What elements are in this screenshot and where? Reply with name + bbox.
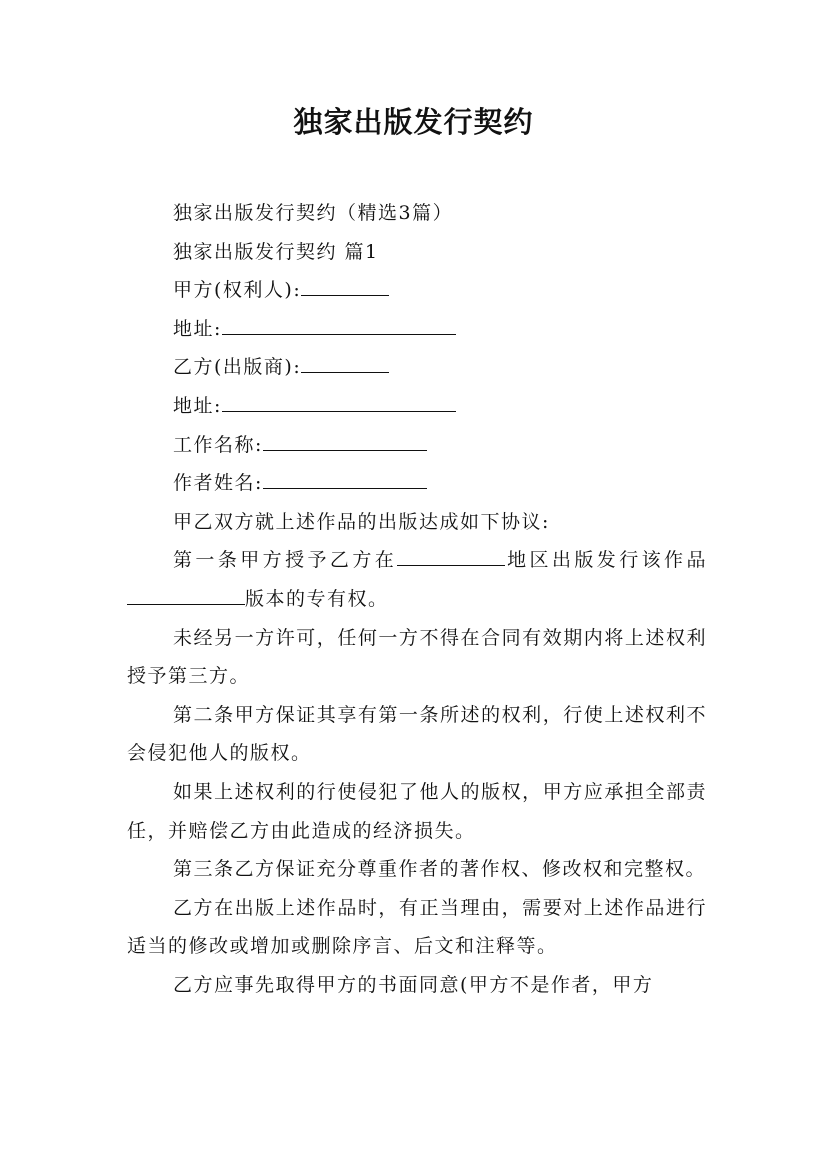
address-a-label: 地址: [173,317,222,340]
paragraph-no-transfer: 未经另一方许可，任何一方不得在合同有效期内将上述权利授予第三方。 [127,626,707,688]
party-b-blank [301,354,389,373]
address-a-field [127,310,707,349]
work-name-field [127,426,707,465]
clause-1-part3: 版本的专有权。 [245,587,389,610]
address-b-label: 地址: [173,394,222,417]
clause-1-paragraph [127,541,707,618]
clause-1-part2: 地区出版发行该作品 [505,549,707,572]
author-name-label: 作者姓名: [173,472,263,495]
party-a-blank [301,277,389,296]
author-name-blank [263,470,427,489]
party-b-label: 乙方(出版商): [173,356,302,379]
paragraph-infringement: 如果上述权利的行使侵犯了他人的版权，甲方应承担全部责任，并赔偿乙方由此造成的经济损失。 [127,780,707,842]
subtitle-line: 独家出版发行契约（精选3篇） [173,202,454,224]
author-name-field [127,464,707,503]
paragraph-written-consent: 乙方应事先取得甲方的书面同意(甲方不是作者，甲方 [173,973,654,996]
document-body [127,194,707,1004]
section-heading: 独家出版发行契约 篇1 [173,240,379,263]
paragraph-clause-3: 第三条乙方保证充分尊重作者的著作权、修改权和完整权。 [173,858,707,881]
address-a-blank [222,316,456,335]
clause-1-part1: 第一条甲方授予乙方在 [173,549,398,572]
address-b-blank [222,393,456,412]
party-a-field [127,271,707,310]
region-blank [397,547,505,566]
edition-blank [127,586,245,605]
party-b-field [127,348,707,387]
party-a-label: 甲方(权利人): [173,279,302,302]
work-name-label: 工作名称: [173,433,263,456]
address-b-field [127,387,707,426]
document-title: 独家出版发行契约 [293,105,534,139]
paragraph-modification: 乙方在出版上述作品时，有正当理由，需要对上述作品进行适当的修改或增加或删除序言、后文和注释等。 [127,896,707,958]
work-name-blank [263,432,427,451]
agreement-intro: 甲乙双方就上述作品的出版达成如下协议: [173,510,550,533]
paragraph-clause-2: 第二条甲方保证其享有第一条所述的权利，行使上述权利不会侵犯他人的版权。 [127,703,707,765]
